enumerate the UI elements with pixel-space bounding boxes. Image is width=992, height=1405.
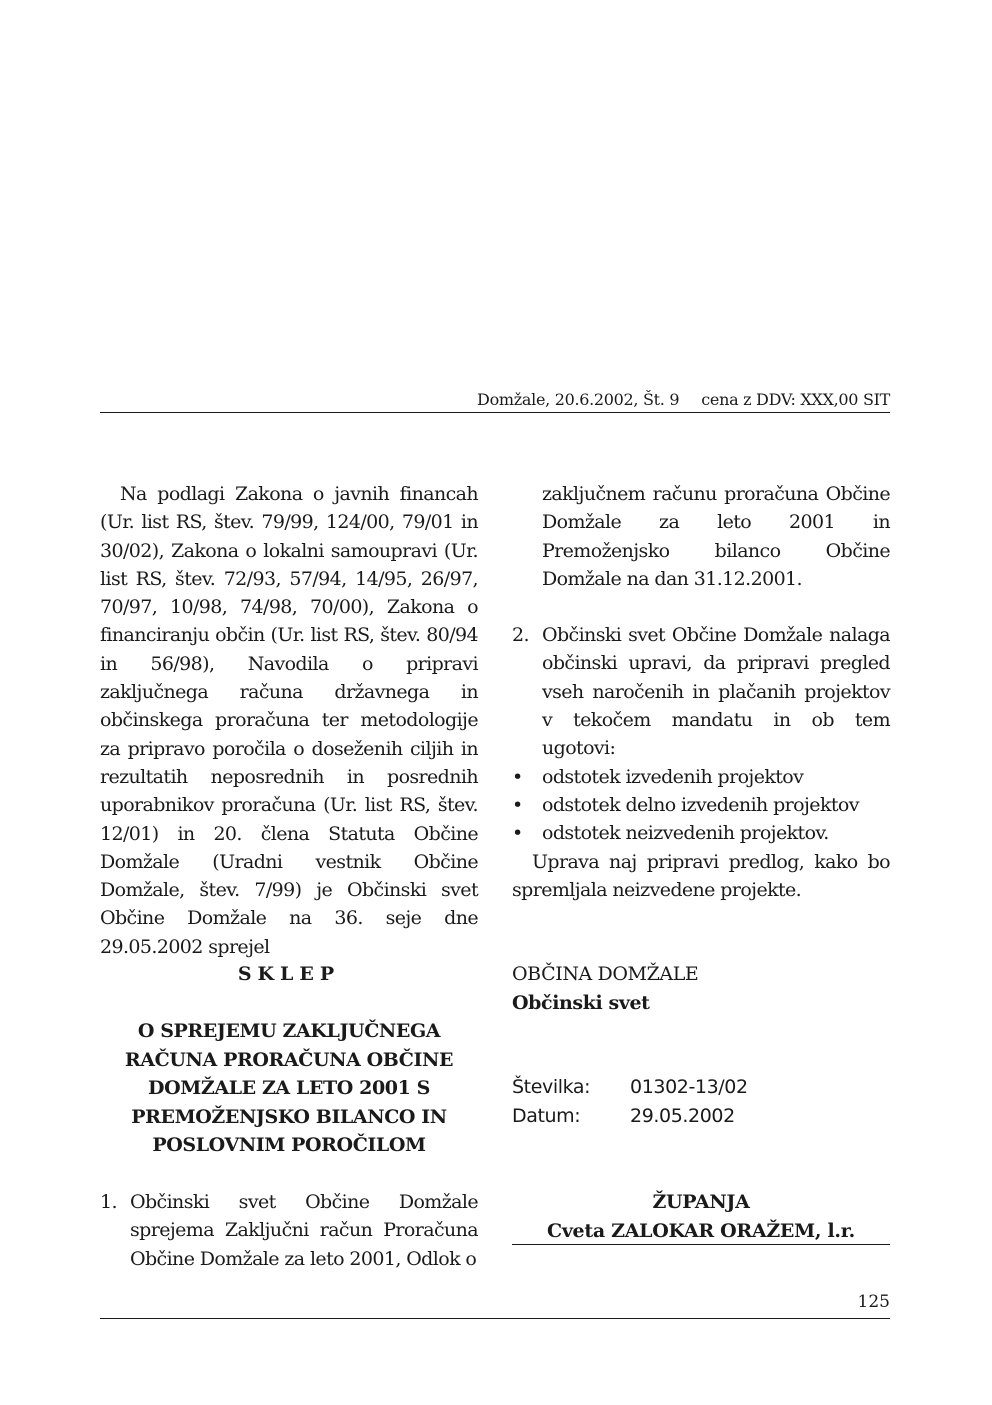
issue-info: Domžale, 20.6.2002, Št. 9	[477, 390, 680, 409]
list-item-text: odstotek delno izvedenih projektov	[542, 793, 859, 816]
resolution-title	[100, 1017, 478, 1160]
org-name: OBČINA DOMŽALE	[512, 963, 699, 985]
number-label: Številka:	[512, 1076, 591, 1098]
bullet-icon: •	[512, 822, 523, 845]
date-label: Datum:	[512, 1105, 581, 1127]
item-1-continuation: zaključnem računu proračuna Občine Domžale za leto 2001 in Premoženjsko bilanco Občine Domžale na dan 31.12.2001.	[542, 483, 890, 590]
list-item	[512, 763, 890, 791]
sklep-heading: SKLEP	[237, 963, 341, 985]
signer-role: ŽUPANJA	[652, 1191, 750, 1213]
list-item	[512, 819, 890, 847]
title-line: RAČUNA PRORAČUNA OBČINE	[124, 1048, 454, 1071]
signature-rule	[512, 1244, 890, 1245]
resolution-item-1	[100, 1188, 478, 1273]
list-item-text: odstotek neizvedenih projektov.	[542, 822, 829, 845]
title-line: DOMŽALE ZA LETO 2001 S	[148, 1077, 430, 1099]
footer-rule	[100, 1318, 890, 1319]
bullet-icon: •	[512, 793, 523, 816]
title-line: PREMOŽENJSKO BILANCO IN	[131, 1105, 447, 1128]
title-line: POSLOVNIM POROČILOM	[152, 1134, 426, 1156]
item-text: Občinski svet Občine Domžale sprejema Zaključni račun Proračuna Občine Domžale za leto 2001, Odlok o	[130, 1191, 478, 1270]
running-header	[100, 390, 890, 410]
date-value: 29.05.2002	[630, 1105, 735, 1127]
item-text: Občinski svet Občine Domžale nalaga občinski upravi, da pripravi pregled vseh naročenih in plačanih projektov v tekočem mandatu in ob tem ugotovi:	[542, 624, 890, 760]
left-column	[100, 480, 478, 961]
signer-name: Cveta ZALOKAR ORAŽEM, l.r.	[547, 1219, 855, 1242]
bullet-icon: •	[512, 765, 523, 788]
reference-block	[512, 1073, 890, 1131]
list-item-text: odstotek izvedenih projektov	[542, 765, 804, 788]
signature	[512, 1188, 890, 1245]
issuer-block	[512, 960, 890, 1018]
header-rule	[100, 412, 890, 413]
page-number: 125	[857, 1292, 890, 1312]
closing-paragraph: Uprava naj pripravi predlog, kako bo spremljala neizvedene projekte.	[512, 850, 890, 901]
preamble-paragraph: Na podlagi Zakona o javnih financah (Ur. list RS, štev. 79/99, 124/00, 79/01 in 30/02), Zakona o lokalni samoupravi (Ur. list RS, štev. 72/93, 57/94, 14/95, 26/97, 70/97, 10/98, 74/98, 70/00), Zakona o financiranju občin (Ur. list RS, štev. 80/94 in 56/98), Navodila o pripravi zaključnega računa državnega in občinskega proračuna ter metodologije za pripravo poročila o doseženih ciljih in rezultatih neposrednih in posrednih uporabnikov proračuna (Ur. list RS, štev. 12/01) in 20. člena Statuta Občine Domžale (Uradni vestnik Občine Domžale, štev. 7/99) je Občinski svet Občine Domžale na 36. seje dne 29.05.2002 sprejel	[100, 483, 478, 958]
council-name: Občinski svet	[512, 992, 650, 1014]
list-item	[512, 791, 890, 819]
item-number: 2.	[512, 624, 529, 647]
title-line: O SPREJEMU ZAKLJUČNEGA	[137, 1020, 441, 1042]
number-value: 01302-13/02	[630, 1076, 748, 1098]
resolution-item-2	[512, 621, 890, 762]
right-column	[512, 480, 890, 904]
item-number: 1.	[100, 1191, 117, 1213]
price-info: cena z DDV: XXX,00 SIT	[701, 390, 890, 409]
